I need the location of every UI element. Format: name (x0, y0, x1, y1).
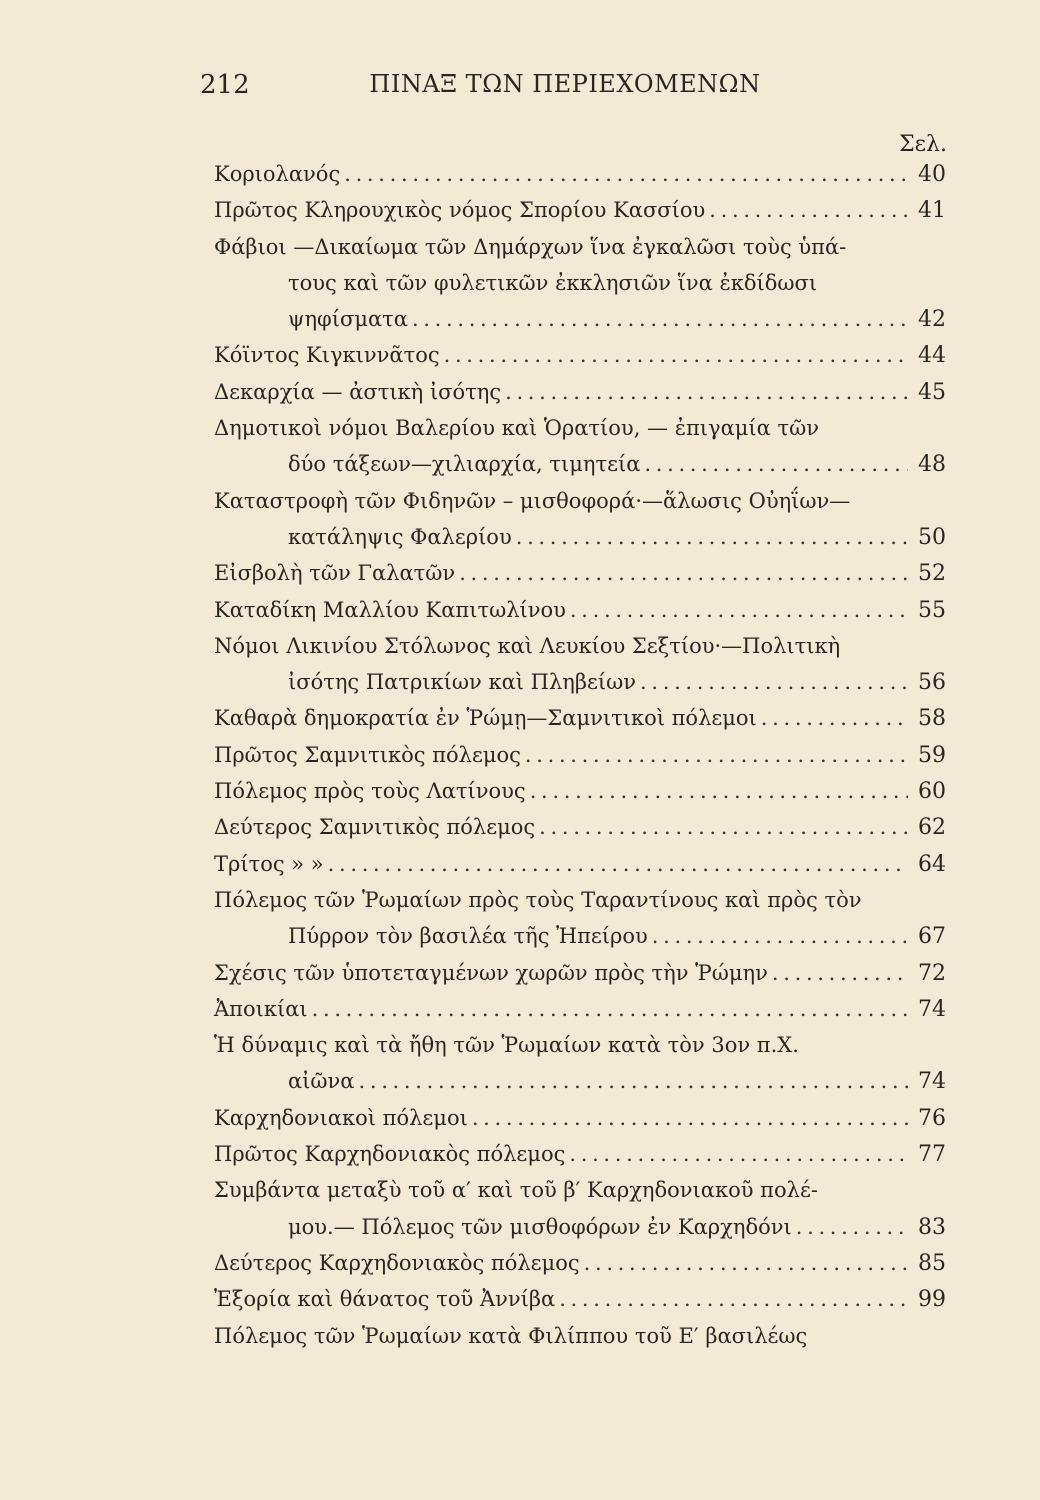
toc-entry-line (214, 380, 946, 416)
toc-page-number: 64 (918, 851, 946, 877)
toc-entry-text: Πόλεμος πρὸς τοὺς Λατίνους (214, 779, 526, 804)
toc-entry-line (214, 997, 946, 1033)
toc-entry-text: Τρίτος » » (214, 851, 324, 876)
dot-leader (344, 162, 908, 186)
toc-entry-line (214, 743, 946, 779)
dot-leader (328, 852, 908, 876)
toc-entry-line (214, 634, 946, 670)
dot-leader (359, 1069, 909, 1093)
toc-entry-text: Καταστροφὴ τῶν Φιδηνῶν – μισθοφορά·—ἅλωσις Οὐηΐων— (214, 488, 851, 513)
toc-entry-line (214, 1287, 946, 1323)
page-number: 212 (200, 70, 250, 100)
dot-leader (444, 343, 908, 367)
dot-leader (530, 779, 908, 803)
toc-entry-line (214, 961, 946, 997)
toc-page-number: 55 (918, 597, 946, 623)
toc-page-number: 72 (918, 960, 946, 986)
toc-page-number: 77 (918, 1142, 946, 1168)
toc-page-number: 99 (918, 1287, 946, 1313)
toc-page-number: 42 (918, 307, 946, 333)
toc-page-number: 41 (918, 198, 946, 224)
toc-entry-text: Πρῶτος Σαμνιτικὸς πόλεμος (214, 742, 521, 767)
toc-entry-line (214, 1324, 946, 1360)
dot-leader (709, 198, 908, 222)
toc-entry-line (214, 779, 946, 815)
toc-entry-text: Πύρρον τὸν βασιλέα τῆς Ἠπείρου (288, 924, 648, 949)
toc-entry-text: Πρῶτος Κληρουχικὸς νόμος Σπορίου Κασσίου (214, 198, 706, 223)
toc-entry-text: Πρῶτος Καρχηδονιακὸς πόλεμος (214, 1142, 566, 1167)
toc-entry-line (214, 670, 946, 706)
toc-page-number: 50 (918, 524, 946, 550)
toc-entry-text: μου.— Πόλεμος τῶν μισθοφόρων ἐν Καρχηδόνι (288, 1214, 792, 1239)
page-column-label: Σελ. (899, 132, 947, 157)
toc-page-number: 44 (918, 343, 946, 369)
dot-leader (459, 561, 908, 585)
toc-entry-line (214, 489, 946, 525)
toc-page-number: 48 (918, 452, 946, 478)
dot-leader (525, 743, 908, 767)
toc-entry-text: ψηφίσματα (288, 307, 408, 332)
toc-entry-line (214, 1069, 946, 1105)
toc-entry-text: Ἡ δύναμις καὶ τὰ ἤθη τῶν Ῥωμαίων κατὰ τὸν 3ον π.Χ. (214, 1033, 799, 1058)
dot-leader (312, 997, 908, 1021)
toc-page-number: 60 (918, 779, 946, 805)
toc-entry-line (214, 888, 946, 924)
toc-entry-line (214, 198, 946, 234)
toc-entry-line (214, 1142, 946, 1178)
toc-entry-line (214, 1033, 946, 1069)
toc-entry-text: Δεύτερος Σαμνιτικὸς πόλεμος (214, 815, 536, 840)
toc-entry-text: Καρχηδονιακοὶ πόλεμοι (214, 1105, 468, 1130)
toc-entry-text: Δεκαρχία — ἀστικὴ ἰσότης (214, 379, 502, 404)
toc-entry-text: τους καὶ τῶν φυλετικῶν ἐκκλησιῶν ἵνα ἐκδίδωσι (288, 270, 818, 295)
toc-page-number: 45 (918, 379, 946, 405)
toc-entry-line (214, 815, 946, 851)
dot-leader (505, 380, 908, 404)
toc-entry-line (214, 1215, 946, 1251)
toc-page-number: 76 (918, 1105, 946, 1131)
toc-entry-text: δύο τάξεων—χιλιαρχία, τιμητεία (288, 452, 641, 477)
toc-entry-text: Δημοτικοὶ νόμοι Βαλερίου καὶ Ὁρατίου, — ἐπιγαμία τῶν (214, 416, 820, 441)
toc-entry-line (214, 1251, 946, 1287)
toc-entry-line (214, 1178, 946, 1214)
page-header (200, 70, 930, 110)
dot-leader (472, 1106, 908, 1130)
toc-entry-line (214, 416, 946, 452)
toc-page-number: 74 (918, 1069, 946, 1095)
toc-page-number: 74 (918, 996, 946, 1022)
dot-leader (796, 1215, 908, 1239)
dot-leader (640, 670, 908, 694)
toc-entry-text: Πόλεμος τῶν Ῥωμαίων πρὸς τοὺς Ταραντίνους καὶ πρὸς τὸν (214, 887, 862, 912)
toc-entry-line (214, 706, 946, 742)
toc-entry-text: Δεύτερος Καρχηδονιακὸς πόλεμος (214, 1250, 580, 1275)
toc-entry-text: Πόλεμος τῶν Ῥωμαίων κατὰ Φιλίππου τοῦ Ε′ βασιλέως (214, 1323, 808, 1348)
toc-entry-text: Εἰσβολὴ τῶν Γαλατῶν (214, 561, 456, 586)
toc-entry-text: αἰῶνα (288, 1069, 355, 1094)
dot-leader (570, 598, 908, 622)
toc-entry-line (214, 924, 946, 960)
toc-entry-text: Καθαρὰ δημοκρατία ἐν Ῥώμῃ—Σαμνιτικοὶ πόλεμοι (214, 706, 757, 731)
toc-entry-line (214, 452, 946, 488)
dot-leader (761, 706, 908, 730)
table-of-contents (214, 162, 946, 1360)
toc-page-number: 59 (918, 742, 946, 768)
toc-entry-line (214, 598, 946, 634)
dot-leader (539, 815, 908, 839)
toc-entry-text: Καταδίκη Μαλλίου Καπιτωλίνου (214, 597, 566, 622)
dot-leader (772, 961, 908, 985)
toc-page-number: 56 (918, 670, 946, 696)
toc-page-number: 40 (918, 162, 946, 187)
toc-page-number: 62 (918, 815, 946, 841)
toc-entry-line (214, 162, 946, 198)
toc-entry-text: Ἀποικίαι (214, 996, 308, 1021)
toc-entry-line (214, 561, 946, 597)
toc-entry-text: Ἐξορία καὶ θάνατος τοῦ Ἀννίβα (214, 1287, 556, 1312)
toc-page-number: 83 (918, 1214, 946, 1240)
toc-entry-text: Νόμοι Λικινίου Στόλωνος καὶ Λευκίου Σεξτίου·—Πολιτικὴ (214, 633, 841, 658)
dot-leader (644, 452, 908, 476)
toc-page-number: 85 (918, 1250, 946, 1276)
toc-entry-text: Φάβιοι —Δικαίωμα τῶν Δημάρχων ἵνα ἐγκαλῶσι τοὺς ὑπά- (214, 234, 847, 259)
toc-entry-line (214, 1106, 946, 1142)
dot-leader (652, 924, 908, 948)
toc-entry-text: Κόϊντος Κιγκιννᾶτος (214, 343, 440, 368)
toc-entry-text: ἰσότης Πατρικίων καὶ Πληβείων (288, 670, 637, 695)
toc-entry-line (214, 852, 946, 888)
toc-entry-text: κατάληψις Φαλερίου (288, 524, 512, 549)
toc-entry-text: Κοριολανός (214, 162, 341, 186)
toc-entry-line (214, 343, 946, 379)
dot-leader (516, 525, 908, 549)
toc-page-number: 52 (918, 561, 946, 587)
toc-entry-text: Συμβάντα μεταξὺ τοῦ α′ καὶ τοῦ β′ Καρχηδονιακοῦ πολέ- (214, 1178, 818, 1203)
toc-page-number: 67 (918, 924, 946, 950)
dot-leader (584, 1251, 908, 1275)
toc-page-number: 58 (918, 706, 946, 732)
dot-leader (412, 307, 908, 331)
toc-entry-line (214, 525, 946, 561)
toc-entry-line (214, 235, 946, 271)
page-title: ΠΙΝΑΞ ΤΩΝ ΠΕΡΙΕΧΟΜΕΝΩΝ (369, 70, 761, 98)
dot-leader (559, 1287, 908, 1311)
dot-leader (569, 1142, 908, 1166)
toc-entry-line (214, 307, 946, 343)
toc-entry-line (214, 271, 946, 307)
toc-entry-text: Σχέσις τῶν ὑποτεταγμένων χωρῶν πρὸς τὴν Ῥώμην (214, 960, 768, 985)
